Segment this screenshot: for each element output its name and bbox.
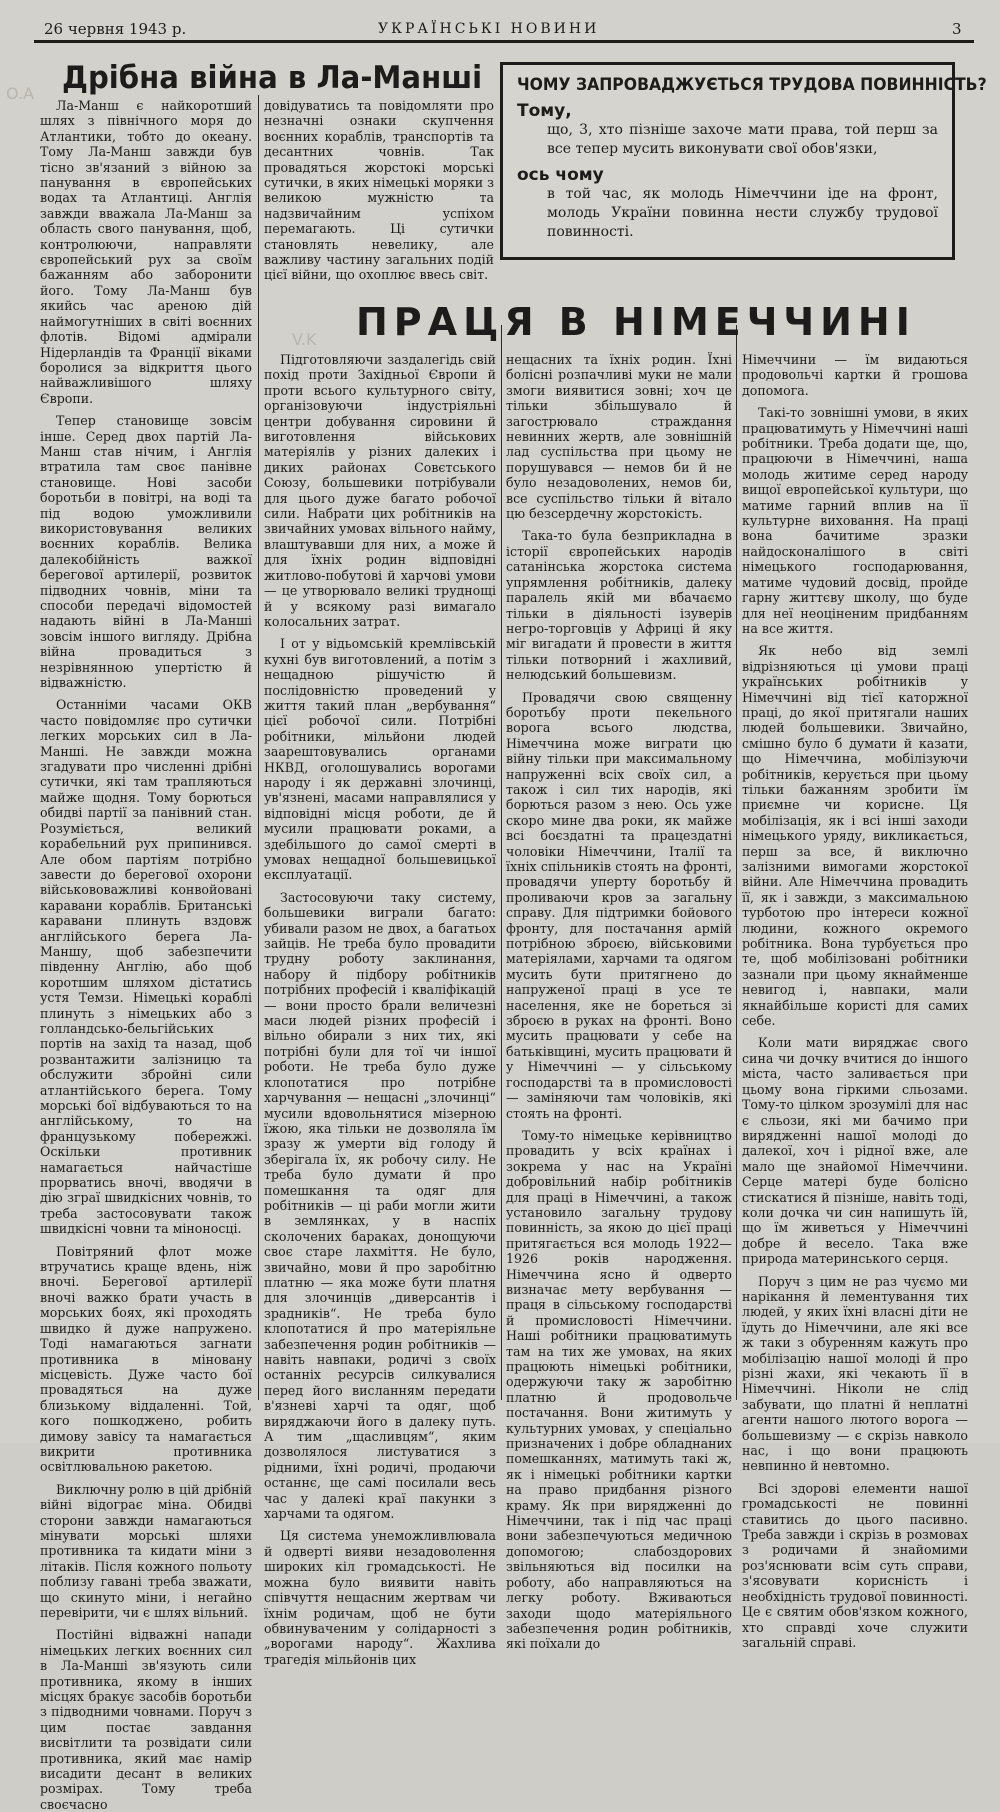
- article1-column-b: [264, 98, 494, 283]
- article1-headline: Дрібна війна в Ла-Манші: [62, 60, 483, 96]
- column-rule-1: [258, 95, 259, 1400]
- paragraph: Тепер становище зовсім інше. Серед двох партій Ла-Манш став нічим, і Англія втратила там своє панівне становище. Нові засоби боротьби в повітрі, на воді та під водою уможливили використовування великих воєнних кораблів. Велика далекобійність важкої берегової артилерії, розвиток підводних човнів, міни та способи передачі відомостей надають війні в Ла-Манші зовсім іншого вигляду. Дрібна війна провадиться з незрівнянною упертістю й відважністю.: [40, 413, 252, 691]
- paragraph: Застосовуючи таку систему, большевики виграли багато: убивали разом не двох, а багатьох зайців. Не треба було провадити трудну роботу заклинання, набору й підбору робітників потрібних професій і кваліфікацій — вони просто брали величезні маси людей різних професій і вільно обирали з них тих, які потрібні були для тої чи іншої роботи. Не треба було дуже клопотатися про потрібне харчування — нещасні „злочинці“ мусили вдовольнятися мізерною їжою, яка тільки не дозволяла їм зразу ж умерти від голоду й зберігала їх, як робочу силу. Не треба було думати й про помешкання та одяг для робітників — ці раби могли жити в землянках, у в наспіх сколочених бараках, донощуючи своє старе лахміття. Не було, звичайно, мови й про заробітню платню — яка може бути платня для злочинців „диверсантів і зрадників“. Не треба було клопотатися й про матеріяльне забезпечення родин робітників — навіть навпаки, родичі з своїх останніх ресурсів силкувалися перед його висланням передати в'язневі харчі та одяг, щоб виряджаючи його в далеку путь. А тим „щасливцям“, яким дозволялося листуватися з рідними, їхні родичі, продаючи останнє, ще самі посилали весь час у далекі краї пакунки з харчами та одягом.: [264, 889, 496, 1522]
- paragraph: Тому-то німецьке керівництво провадить у всіх країнах і зокрема у нас на Україні добровільний набір робітників для праці в Німеччині, а також установило загальну трудову повинність, за якою до цієї праці притягається вся молодь 1922—1926 років народження. Німеччина ясно й одверто визначає мету вербування — праця в сільському господарстві й промисловості Німеччини. Наші робітники працюватимуть там на тих же умовах, на яких працюють німецькі робітники, одержуючи таку ж заробітню платню й продовольче постачання. Вони житимуть у культурних умовах, у спеціально призначених і добре обладнаних помешканнях, матимуть такі ж, як і німецькі робітники картки на право придбання різного краму. Як при вирядженні до Німеччини, так і під час праці вони забезпечуються медичною допомогою; слабоздорових звільняються від посилки на роботу, або направляються на легку роботу. Вживаються заходи щодо матеріяльного забезпечення родин робітників, які поїхали до: [506, 1127, 732, 1652]
- paragraph: Як небо від землі відрізняються ці умови праці українських робітників у Німеччині від тієї каторжної праці, до якої притягали наших людей большевики. Звичайно, смішно було б думати й казати, що Німеччина, мобілізуючи робітників, керується при цьому тільки бажанням зробити їм приємне чи корисне. Ця мобілізація, як і всі інші заходи німецького уряду, викликається, перш за все, й виключно залізними вимогами жорстокої війни. Але Німеччина провадить її, як і завжди, з максимальною турботою про інтереси кожної людини, кожного окремого робітника. Вона турбується про те, щоб мобілізовані робітники зазнали при цьому якнайменше невигод і, навпаки, мали якнайбільше користі для самих себе.: [742, 643, 968, 1029]
- paragraph: Постійні відважні напади німецьких легких воєнних сил в Ла-Манші зв'язують сили противника, якому в інших місцях бракує засобів боротьби з підводними човнами. Поруч з цим постає завдання висвітлити та розвідати сили противника, який має намір висадити десант в великих розмірах. Тому треба своєчасно: [40, 1627, 252, 1812]
- paragraph: Підготовляючи заздалегідь свій похід проти Західньої Європи й проти всього культурного світу, організовуючи індустріяльні центри добування сировини й виготовлення військових матеріялів у різних далеких і диких районах Совєтського Союзу, большевики потрібували для цього дуже багато робочої сили. Набрати цих робітників на звичайних умовах вільного найму, влаштувавши для них, а може й для їхніх родин відповідні житлово-побутові й харчові умови — це утворювало великі труднощі й у всякому разі вимагало колосальних затрат.: [264, 352, 496, 629]
- page-number: 3: [952, 20, 962, 38]
- paragraph: Ця система унеможливлювала й одверті вияви незадоволення широких кіл громадськості. Не можна було виявити навіть співчуття нещасним жертвам чи їхнім родичам, щоб не бути обвинуваченим у солідарності з „ворогами народу“. Жахлива трагедія мільйонів цих: [264, 1528, 496, 1667]
- paragraph: Провадячи свою священну боротьбу проти пекельного ворога всього людства, Німеччина може виграти цю війну тільки при максимальному напруженні всіх своїх сил, а також і сил тих народів, які борються разом з нею. Ось уже скоро мине два роки, як майже всі боєздатні та працездатні чоловіки Німеччини, Італії та їхніх спільників стоять на фронті, провадячи уперту боротьбу й проливаючи кров за загальну справу. Для підтримки бойового фронту, для постачання армій потрібною зброєю, військовими матеріялами, харчами та одягом мусить бути притягнено до напруженої праці в усе те населення, яке не бореться зі зброєю в руках на фронті. Воно мусить працювати у себе на батьківщині, мусить працювати й у Німеччині — у сільському господарстві та в промисловості — заміняючи там чоловіків, які стоять на фронті.: [506, 689, 732, 1121]
- margin-mark-left: O.A: [6, 84, 34, 103]
- paragraph: Ла-Манш є найкоротший шлях з північного моря до Атлантики, тобто до океану. Тому Ла-Манш завжди був тісно зв'язаний з війною за панування в європейських водах та Атлантиці. Англія завжди вважала Ла-Манш за область свого панування, щоб, контролюючи, направляти європейський рух за своїм бажанням або заборонити його. Тому Ла-Манш був якийсь час ареною дій наймогутніших в світі воєнних флотів. Відомі адмірали Нідерландів та Франції віками боролися за відкриття цього найважливішого шляху Європи.: [40, 98, 252, 406]
- paragraph: Останніми часами ОКВ часто повідомляє про сутички легких морських сил в Ла-Манші. Не завжди можна згадувати про численні дрібні сутички, які там трапляються майже щодня. Тому борються обидві партії за панівний стан. Розуміється, великий корабельний рух припинився. Але обом партіям потрібно завести до берегової охорони військововажливі конвойовані каравани кораблів. Британські каравани плинуть вздовж англійського берега Ла-Маншу, щоб забезпечити південну Англію, або щоб коротшим шляхом дістатись устя Темзи. Німецькі кораблі плинуть з німецьких або з голландсько-бельгійських портів на захід та назад, щоб розвантажити залізницю та обслужити збройні сили атлантійського берега. Тому морські бої відбуваються то на англійському, то на французькому побережжі. Оскільки противник намагається найчастіше прорватись вночі, вводячи в дію зграї швидкісних човнів, то треба застосовувати також швидкісні човни та міноносці.: [40, 697, 252, 1237]
- article2-column-d: [742, 352, 968, 1650]
- paragraph: Така-то була безприкладна в історії європейських народів сатанінська жорстока система упрямлення робітників, далеку паралель якій ми вбачаємо тільки в діяльності ізуверів негро-торговців у Африці й яку міг вигадати й провести в життя тільки потворний і жахливий, нелюдський большевизм.: [506, 528, 732, 683]
- labor-duty-box: [500, 62, 987, 260]
- paragraph: Виключну ролю в цій дрібній війні відограє міна. Обидві сторони завжди намагаються мінувати морські шляхи противника та кидати міни з літаків. Після кожного польоту поблизу гавані треба зважати, що скинуто міни, і негайно перевірити, чи є шлях вільний.: [40, 1481, 252, 1620]
- paragraph: нещасних та їхніх родин. Їхні болісні розпачливі муки не мали змоги виявитися зовні; хоч це тільки збільшувало й загострювало страждання невинних жертв, але зовнішній лад суспільства при цьому не порушувався — немов би й не було незадоволених, немов би, все суспільство тільки й вітало цю безсердечну жорстокість.: [506, 352, 732, 522]
- paragraph: довідуватись та повідомляти про незначні ознаки скупчення воєнних кораблів, транспортів та десантних човнів. Так провадяться жорстокі морські сутички, в яких німецькі моряки з великою мужністю та надзвичайним успіхом перемагають. Ці сутички становлять невелику, але важливу частину загальних подій цієї війни, що охоплює ввесь світ.: [264, 98, 494, 283]
- box-heading: ЧОМУ ЗАПРОВАДЖУЄТЬСЯ ТРУДОВА ПОВИННІСТЬ?: [517, 75, 987, 95]
- paragraph: Поруч з цим не раз чуємо ми нарікання й лементування тих людей, у яких їхні власні діти не їдуть до Німеччини, але які все ж таки з обуренням кажуть про мобілізацію нашої молоді й про різні жахи, які чекають її в Німеччині. Ніколи не слід забувати, що платні й неплатні агенти нашого лютого ворога — большевизму — є скрізь навколо нас, і що вони працюють невпинно й невтомно.: [742, 1273, 968, 1474]
- box-text-1: що, 3, хто пізніше захоче мати права, той перш за все тепер мусить виконувати свої обов'язки,: [547, 122, 938, 157]
- issue-date: 26 червня 1943 р.: [44, 20, 187, 38]
- paragraph: І от у відьомській кремлівській кухні був виготовлений, а потім з нещадною рішучістю й послідовністю проведений у життя такий план „вербування“ цієї робочої сили. Потрібні робітники, мільйони людей заарештовувались органами НКВД, оголошувались ворогами народу і як державні злочинці, ув'язнені, масами направлялися у відповідні місця роботи, де й мусили працювати роками, а здебільшого до самої смерті в умовах нещадної большевицької експлуатації.: [264, 636, 496, 883]
- article2-headline: ПРАЦЯ В НІМЕЧЧИНІ: [356, 300, 916, 344]
- newspaper-title: УКРАЇНСЬКІ НОВИНИ: [378, 21, 600, 37]
- box-text-2: в той час, як молодь Німеччини іде на фронт, молодь України повинна нести службу трудової повинності.: [547, 186, 938, 240]
- article1-column-a: [40, 98, 252, 1812]
- column-rule-2: [501, 325, 502, 1400]
- paragraph: Німеччини — їм видаються продовольчі картки й грошова допомога.: [742, 352, 968, 398]
- paragraph: Повітряний флот може втручатись краще вдень, ніж вночі. Берегової артилерії вночі важко брати участь в морських боях, які проходять швидко й дуже напружено. Тоді намагаються загнати противника в міновану місцевість. Дуже часто бої провадяться на дуже близькому віддаленні. Той, кого пошкоджено, робить димову завісу та намагається викрити противника освітлювальною ракетою.: [40, 1243, 252, 1475]
- header-rule: [34, 40, 974, 43]
- article2-column-b: [264, 352, 496, 1667]
- paragraph: Такі-то зовнішні умови, в яких працюватимуть у Німеччині наші робітники. Треба додати ще, що, працюючи в Німеччині, наша молодь житиме серед народу вищої европейської культури, що матиме гарний вплив на її культурне виховання. На праці вона бачитиме зразки найдосконалішого в світі німецького господарювання, матиме чудовий досвід, пройде гарну життєву школу, що буде для неї неоціненим придбанням на все життя.: [742, 405, 968, 636]
- article2-column-c: [506, 352, 732, 1652]
- paragraph: Всі здорові елементи нашої громадськості не повинні ставитись до цього пасивно. Треба завжди і скрізь в розмовах з родичами й знайомими роз'яснювати всім суть справи, з'ясовувати корисність і необхідність трудової повинності. Це є святим обов'язком кожного, хто справді хоче служити загальній справі.: [742, 1480, 968, 1650]
- box-keyword-2: ось чому: [517, 165, 604, 185]
- box-keyword-1: Тому,: [517, 101, 572, 121]
- column-rule-3: [736, 325, 737, 1400]
- margin-mark-middle: V.K: [292, 330, 317, 349]
- paragraph: Коли мати виряджає свого сина чи дочку вчитися до іншого міста, часто заливається при цьому вона гіркими сльозами. Тому-то цілком зрозумілі для нас є сльози, які ми бачимо при вирядженні нашої молоді до далекої, хоч і рідної вже, але мало ще знайомої Німеччини. Серце матері буде болісно стискатися й пізніше, навіть тоді, коли дочка чи син напишуть їй, що їм живеться у Німеччині добре й весело. Така вже природа материнського серця.: [742, 1035, 968, 1267]
